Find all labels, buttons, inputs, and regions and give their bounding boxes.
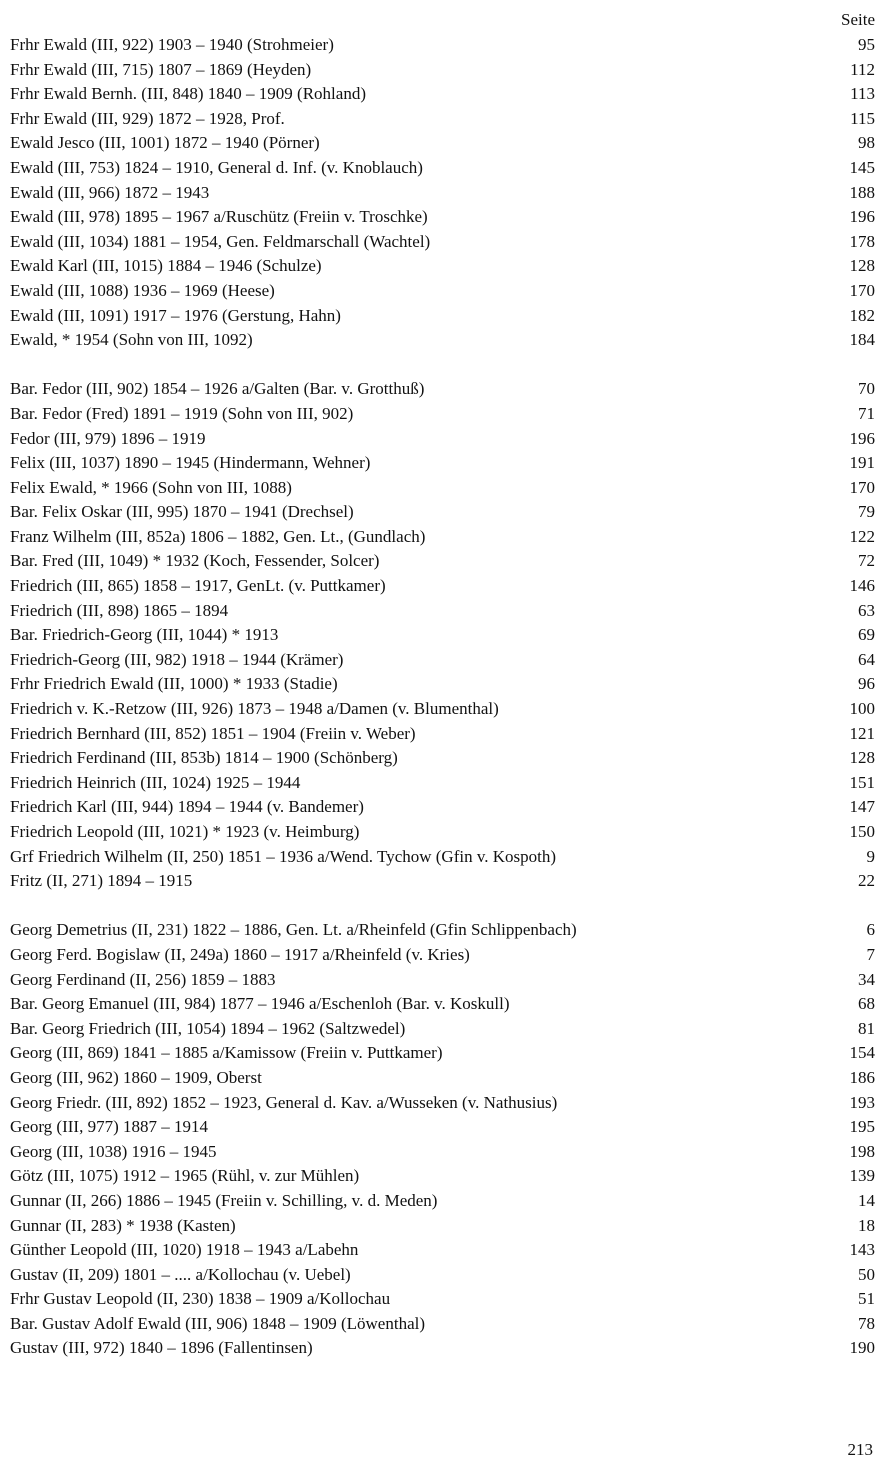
entry-text: Bar. Friedrich-Georg (III, 1044) * 1913 <box>10 625 279 645</box>
index-entry <box>10 943 875 968</box>
entry-page-number: 195 <box>849 1117 875 1137</box>
index-group <box>10 918 875 1361</box>
index-entry <box>10 869 875 894</box>
entry-page-number: 6 <box>866 920 875 940</box>
entry-text: Ewald (III, 978) 1895 – 1967 a/Ruschütz (Freiin v. Troschke) <box>10 207 428 227</box>
entry-text: Bar. Georg Friedrich (III, 1054) 1894 – 1962 (Saltzwedel) <box>10 1018 406 1038</box>
entry-text: Bar. Fedor (Fred) 1891 – 1919 (Sohn von III, 902) <box>10 403 354 423</box>
index-entry <box>10 1164 875 1189</box>
entry-page-number: 9 <box>866 846 875 866</box>
entry-text: Bar. Fred (III, 1049) * 1932 (Koch, Fessender, Solcer) <box>10 551 380 571</box>
entry-page-number: 64 <box>858 649 875 669</box>
index-entry <box>10 820 875 845</box>
entry-text: Frhr Ewald (III, 715) 1807 – 1869 (Heyden) <box>10 59 312 79</box>
index-entry <box>10 672 875 697</box>
entry-page-number: 186 <box>849 1067 875 1087</box>
index-entry <box>10 574 875 599</box>
index-entry <box>10 304 875 329</box>
entry-page-number: 71 <box>858 403 875 423</box>
index-entry <box>10 1336 875 1361</box>
entry-text: Franz Wilhelm (III, 852a) 1806 – 1882, Gen. Lt., (Gundlach) <box>10 526 426 546</box>
entry-text: Gustav (III, 972) 1840 – 1896 (Fallentinsen) <box>10 1338 313 1358</box>
index-entry <box>10 599 875 624</box>
index-entry <box>10 845 875 870</box>
entry-page-number: 170 <box>849 280 875 300</box>
index-entry <box>10 181 875 206</box>
entry-page-number: 196 <box>849 428 875 448</box>
entry-text: Friedrich Ferdinand (III, 853b) 1814 – 1900 (Schönberg) <box>10 748 398 768</box>
index-entry <box>10 230 875 255</box>
entry-text: Friedrich (III, 865) 1858 – 1917, GenLt. (v. Puttkamer) <box>10 576 386 596</box>
entry-text: Georg Ferd. Bogislaw (II, 249a) 1860 – 1917 a/Rheinfeld (v. Kries) <box>10 944 470 964</box>
index-entry <box>10 58 875 83</box>
index-entry <box>10 377 875 402</box>
entry-text: Frhr Friedrich Ewald (III, 1000) * 1933 (Stadie) <box>10 674 338 694</box>
index-entry <box>10 1091 875 1116</box>
index-entry <box>10 1287 875 1312</box>
index-entry <box>10 992 875 1017</box>
entry-page-number: 100 <box>849 699 875 719</box>
entry-page-number: 147 <box>849 797 875 817</box>
entry-text: Ewald Karl (III, 1015) 1884 – 1946 (Schulze) <box>10 256 322 276</box>
index-entry <box>10 1115 875 1140</box>
entry-page-number: 146 <box>849 576 875 596</box>
index-entry <box>10 500 875 525</box>
entry-page-number: 22 <box>858 871 875 891</box>
entry-text: Bar. Gustav Adolf Ewald (III, 906) 1848 – 1909 (Löwenthal) <box>10 1313 425 1333</box>
entry-text: Friedrich Bernhard (III, 852) 1851 – 1904 (Freiin v. Weber) <box>10 723 416 743</box>
entry-page-number: 50 <box>858 1264 875 1284</box>
entry-page-number: 72 <box>858 551 875 571</box>
entry-page-number: 121 <box>849 723 875 743</box>
entry-page-number: 34 <box>858 969 875 989</box>
index-entry <box>10 1312 875 1337</box>
entry-text: Frhr Ewald (III, 929) 1872 – 1928, Prof. <box>10 108 285 128</box>
entry-text: Gustav (II, 209) 1801 – .... a/Kollochau (v. Uebel) <box>10 1264 351 1284</box>
entry-page-number: 68 <box>858 994 875 1014</box>
index-entry <box>10 205 875 230</box>
index-group <box>10 377 875 893</box>
entry-page-number: 170 <box>849 477 875 497</box>
index-entry <box>10 746 875 771</box>
entry-page-number: 115 <box>850 108 875 128</box>
index-entry <box>10 33 875 58</box>
entry-page-number: 63 <box>858 600 875 620</box>
entry-text: Felix (III, 1037) 1890 – 1945 (Hindermann, Wehner) <box>10 453 371 473</box>
index-entry <box>10 427 875 452</box>
index-entry <box>10 82 875 107</box>
index-list <box>10 33 875 1386</box>
entry-text: Fritz (II, 271) 1894 – 1915 <box>10 871 193 891</box>
index-entry <box>10 156 875 181</box>
entry-text: Ewald Jesco (III, 1001) 1872 – 1940 (Pörner) <box>10 133 320 153</box>
entry-page-number: 81 <box>858 1018 875 1038</box>
index-entry <box>10 1066 875 1091</box>
index-entry <box>10 1238 875 1263</box>
index-entry <box>10 918 875 943</box>
index-entry <box>10 525 875 550</box>
page-column-header: Seite <box>841 10 875 29</box>
entry-page-number: 184 <box>849 330 875 350</box>
index-entry <box>10 1214 875 1239</box>
index-entry <box>10 697 875 722</box>
entry-text: Günther Leopold (III, 1020) 1918 – 1943 a/Labehn <box>10 1240 359 1260</box>
entry-text: Georg (III, 1038) 1916 – 1945 <box>10 1141 217 1161</box>
index-entry <box>10 254 875 279</box>
entry-page-number: 14 <box>858 1190 875 1210</box>
entry-page-number: 143 <box>849 1240 875 1260</box>
entry-text: Friedrich Heinrich (III, 1024) 1925 – 1944 <box>10 772 301 792</box>
entry-page-number: 18 <box>858 1215 875 1235</box>
entry-text: Georg (III, 977) 1887 – 1914 <box>10 1117 208 1137</box>
entry-text: Felix Ewald, * 1966 (Sohn von III, 1088) <box>10 477 292 497</box>
entry-page-number: 178 <box>849 231 875 251</box>
entry-page-number: 78 <box>858 1313 875 1333</box>
entry-text: Georg Ferdinand (II, 256) 1859 – 1883 <box>10 969 276 989</box>
index-entry <box>10 771 875 796</box>
entry-page-number: 113 <box>850 84 875 104</box>
entry-text: Ewald (III, 753) 1824 – 1910, General d. Inf. (v. Knoblauch) <box>10 157 423 177</box>
entry-text: Ewald (III, 1091) 1917 – 1976 (Gerstung, Hahn) <box>10 305 341 325</box>
entry-text: Frhr Ewald (III, 922) 1903 – 1940 (Strohmeier) <box>10 35 334 54</box>
index-entry <box>10 328 875 353</box>
entry-page-number: 154 <box>849 1043 875 1063</box>
index-entry <box>10 451 875 476</box>
entry-page-number: 112 <box>850 59 875 79</box>
page-number: 213 <box>847 1440 873 1459</box>
index-entry <box>10 623 875 648</box>
index-entry <box>10 1017 875 1042</box>
entry-page-number: 7 <box>866 944 875 964</box>
entry-page-number: 191 <box>849 453 875 473</box>
entry-page-number: 69 <box>858 625 875 645</box>
entry-text: Götz (III, 1075) 1912 – 1965 (Rühl, v. zur Mühlen) <box>10 1166 360 1186</box>
entry-text: Georg Friedr. (III, 892) 1852 – 1923, General d. Kav. a/Wusseken (v. Nathusius) <box>10 1092 558 1112</box>
entry-page-number: 145 <box>849 157 875 177</box>
entry-page-number: 70 <box>858 379 875 399</box>
entry-text: Gunnar (II, 266) 1886 – 1945 (Freiin v. Schilling, v. d. Meden) <box>10 1190 438 1210</box>
index-group <box>10 33 875 353</box>
index-entry <box>10 279 875 304</box>
entry-text: Friedrich Leopold (III, 1021) * 1923 (v. Heimburg) <box>10 822 360 841</box>
entry-page-number: 79 <box>858 502 875 522</box>
entry-text: Friedrich Karl (III, 944) 1894 – 1944 (v. Bandemer) <box>10 797 364 817</box>
entry-text: Ewald (III, 1088) 1936 – 1969 (Heese) <box>10 280 275 300</box>
index-entry <box>10 402 875 427</box>
entry-page-number: 122 <box>849 526 875 546</box>
entry-text: Ewald (III, 1034) 1881 – 1954, Gen. Feldmarschall (Wachtel) <box>10 231 431 251</box>
entry-text: Ewald, * 1954 (Sohn von III, 1092) <box>10 330 253 350</box>
entry-page-number: 98 <box>858 133 875 153</box>
entry-page-number: 128 <box>849 748 875 768</box>
index-entry <box>10 795 875 820</box>
index-entry <box>10 648 875 673</box>
entry-page-number: 188 <box>849 182 875 202</box>
entry-text: Grf Friedrich Wilhelm (II, 250) 1851 – 1936 a/Wend. Tychow (Gfin v. Kospoth) <box>10 846 557 866</box>
index-entry <box>10 549 875 574</box>
index-entry <box>10 131 875 156</box>
entry-text: Georg (III, 869) 1841 – 1885 a/Kamissow (Freiin v. Puttkamer) <box>10 1043 443 1063</box>
entry-page-number: 95 <box>858 35 875 54</box>
entry-page-number: 182 <box>849 305 875 325</box>
entry-text: Friedrich v. K.-Retzow (III, 926) 1873 – 1948 a/Damen (v. Blumenthal) <box>10 699 499 719</box>
index-entry <box>10 968 875 993</box>
index-entry <box>10 1140 875 1165</box>
index-entry <box>10 1263 875 1288</box>
entry-page-number: 96 <box>858 674 875 694</box>
entry-page-number: 198 <box>849 1141 875 1161</box>
entry-page-number: 196 <box>849 207 875 227</box>
index-entry <box>10 476 875 501</box>
index-entry <box>10 107 875 132</box>
entry-text: Frhr Gustav Leopold (II, 230) 1838 – 1909 a/Kollochau <box>10 1289 391 1309</box>
entry-text: Friedrich (III, 898) 1865 – 1894 <box>10 600 229 620</box>
index-entry <box>10 722 875 747</box>
entry-page-number: 193 <box>849 1092 875 1112</box>
entry-text: Bar. Georg Emanuel (III, 984) 1877 – 1946 a/Eschenloh (Bar. v. Koskull) <box>10 994 510 1014</box>
index-entry <box>10 1041 875 1066</box>
entry-page-number: 51 <box>858 1289 875 1309</box>
entry-text: Georg (III, 962) 1860 – 1909, Oberst <box>10 1067 262 1087</box>
index-entry <box>10 1189 875 1214</box>
entry-text: Bar. Fedor (III, 902) 1854 – 1926 a/Galten (Bar. v. Grotthuß) <box>10 379 425 399</box>
entry-text: Georg Demetrius (II, 231) 1822 – 1886, Gen. Lt. a/Rheinfeld (Gfin Schlippenbach) <box>10 920 577 940</box>
entry-page-number: 139 <box>849 1166 875 1186</box>
entry-page-number: 150 <box>849 822 875 841</box>
entry-text: Gunnar (II, 283) * 1938 (Kasten) <box>10 1215 236 1235</box>
entry-text: Bar. Felix Oskar (III, 995) 1870 – 1941 (Drechsel) <box>10 502 354 522</box>
entry-text: Friedrich-Georg (III, 982) 1918 – 1944 (Krämer) <box>10 649 344 669</box>
entry-page-number: 151 <box>849 772 875 792</box>
entry-page-number: 190 <box>849 1338 875 1358</box>
entry-page-number: 128 <box>849 256 875 276</box>
entry-text: Frhr Ewald Bernh. (III, 848) 1840 – 1909 (Rohland) <box>10 84 366 104</box>
entry-text: Ewald (III, 966) 1872 – 1943 <box>10 182 210 202</box>
entry-text: Fedor (III, 979) 1896 – 1919 <box>10 428 206 448</box>
